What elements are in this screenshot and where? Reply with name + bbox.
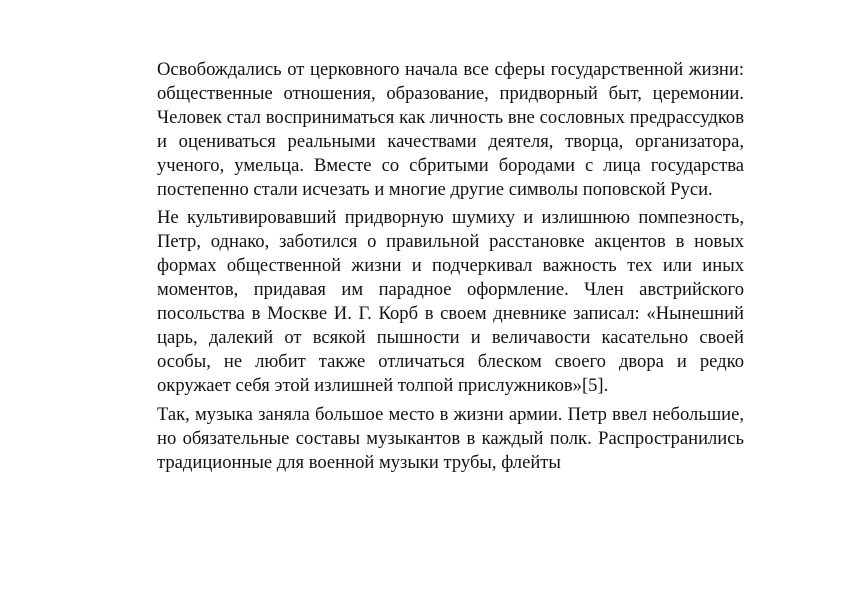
document-body [157, 58, 744, 479]
paragraph-1: Освобождались от церковного начала все сферы государственной жизни: общественные отношения, образование, придворный быт, церемонии. Человек стал восприниматься как личность вне сословных предрассудков и оцениваться реальными качествами деятеля, творца, организатора, ученого, умельца. Вместе со сбритыми бородами с лица государства постепенно стали исчезать и многие другие символы поповской Руси. [157, 59, 744, 200]
paragraph-3: Так, музыка заняла большое место в жизни армии. Петр ввел небольшие, но обязательные составы музыкантов в каждый полк. Распространились традиционные для военной музыки трубы, флейты [157, 403, 744, 473]
paragraph-2: Не культивировавший придворную шумиху и излишнюю помпезность, Петр, однако, заботился о правильной расстановке акцентов в новых формах общественной жизни и подчеркивал важность тех или иных моментов, придавая им парадное оформление. Член австрийского посольства в Москве И. Г. Корб в своем дневнике записал: «Нынешний царь, далекий от всякой пышности и величавости касательно своей особы, не любит также отличаться блеском своего двора и редко окружает себя этой излишней толпой прислужников»[5]. [157, 207, 744, 396]
